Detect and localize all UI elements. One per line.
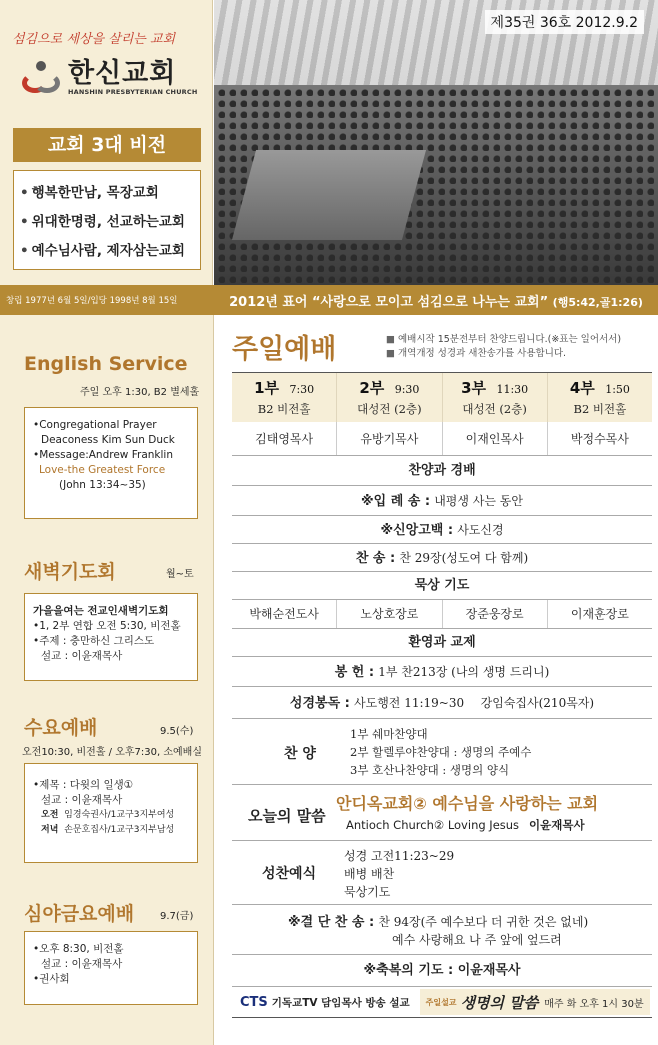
elder-name: 박해순전도사 <box>232 600 337 628</box>
church-slogan: 섬김으로 세상을 살리는 교회 <box>12 32 176 47</box>
church-name-en: HANSHIN PRESBYTERIAN CHURCH <box>68 88 198 96</box>
church-logo <box>20 60 197 96</box>
list-item: 설교 : 이윤재목사 <box>41 958 123 970</box>
vision-item: • 위대한명령, 선교하는교회 <box>20 214 185 230</box>
sidebar <box>0 315 214 1045</box>
worship-notices <box>386 333 621 361</box>
english-service-box <box>24 407 198 519</box>
list-item: 설교 : 이윤재목사 <box>41 650 123 662</box>
order-sermon <box>232 785 652 841</box>
sermon-subtitle: Antioch Church② Loving Jesus 이윤재목사 <box>346 818 585 832</box>
communion-label: 성찬예식 <box>262 866 317 882</box>
dawn-prayer-title: 새벽기도회 <box>24 561 116 583</box>
list-item: •오후 8:30, 비전홀 <box>33 943 124 955</box>
service-pastor: 유방기목사 <box>337 422 442 455</box>
list-item: •주제 : 충만하신 그리스도 <box>33 635 155 647</box>
yearly-motto: 2012년 표어 “사랑으로 모이고 섬김으로 나누는 교회” (행5:42,골1:26) <box>229 294 643 310</box>
service-header: 1부 7:30 B2 비전홀 <box>232 373 337 422</box>
founding-bar <box>0 285 658 315</box>
choir-label: 찬 양 <box>284 746 316 762</box>
service-pastor: 박정수목사 <box>570 432 629 446</box>
english-service-title: English Service <box>24 353 188 375</box>
notice-item: ■ 예배시작 15분전부터 찬양드립니다.(※표는 일어서서) <box>386 334 622 345</box>
vision-item: • 예수님사람, 제자삼는교회 <box>20 243 185 259</box>
choir-lines: 1부 쉐마찬양대 2부 할렐루야찬양대 : 생명의 주예수 3부 호산나찬양대 : 생명의 양식 <box>350 727 532 777</box>
order-offering: 봉 헌 : 1부 찬213장 (나의 생명 드리니) <box>232 657 652 687</box>
dawn-prayer-box <box>24 593 198 681</box>
elder-name: 이재훈장로 <box>570 607 629 621</box>
service-pastor: 김태영목사 <box>232 422 337 455</box>
order-welcome: 환영과 교제 <box>232 629 652 657</box>
friday-date: 9.7(금) <box>160 911 194 922</box>
communion-lines: 성경 고전11:23~29 배병 배찬 묵상기도 <box>344 849 455 899</box>
wednesday-title: 수요예배 <box>24 717 98 739</box>
order-creed: ※신앙고백 : 사도신경 <box>232 516 652 544</box>
order-entrance: ※입 례 송 : 내평생 사는 동안 <box>232 486 652 516</box>
friday-title: 심야금요예배 <box>24 903 135 925</box>
header <box>0 0 658 285</box>
cts-logo: CTS <box>240 994 268 1010</box>
sermon-label: 오늘의 말씀 <box>248 807 326 825</box>
service-header: 2부 9:30 대성전 (2층) <box>337 373 442 422</box>
church-name: 한신교회 <box>68 58 177 89</box>
english-service-time: 주일 오후 1:30, B2 별세홀 <box>80 387 200 398</box>
order-choir <box>232 719 652 785</box>
list-item: Love-the Greatest Force <box>39 464 166 476</box>
dawn-prayer-days: 월~토 <box>166 569 194 580</box>
notice-item: ■ 개역개정 성경과 새찬송가를 사용합니다. <box>386 348 567 359</box>
issue-number: 제35권 36호 2012.9.2 <box>485 10 644 34</box>
service-header: 3부 11:30 대성전 (2층) <box>443 373 548 422</box>
wednesday-time: 오전10:30, 비전홀 / 오후7:30, 소예배실 <box>22 747 202 758</box>
list-item: •Message:Andrew Franklin <box>33 449 173 461</box>
sunday-worship <box>214 315 658 1045</box>
page-title: 주일예배 <box>232 334 337 365</box>
vision-item: • 행복한만남, 목장교회 <box>20 185 159 201</box>
order-hymn: 찬 송 : 찬 29장(성도여 다 함께) <box>232 544 652 572</box>
list-item: (John 13:34~35) <box>59 479 146 491</box>
church-logo-icon <box>20 61 62 95</box>
elder-row <box>232 600 652 629</box>
list-item: 설교 : 이윤재목사 <box>41 794 123 806</box>
sermon-title: 안디옥교회② 예수님을 사랑하는 교회 <box>336 794 599 813</box>
order-communion <box>232 841 652 905</box>
list-item: 저녁 손문호집사/1교구3지부남성 <box>41 825 175 835</box>
list-item: •Congregational Prayer <box>33 419 157 431</box>
founding-date: 창립 1977년 6월 5일/입당 1998년 8월 15일 <box>6 296 178 306</box>
list-item: •제목 : 다윗의 일생① <box>33 779 134 791</box>
list-item: 가을을여는 전교인새벽기도회 <box>33 605 169 617</box>
wednesday-date: 9.5(수) <box>160 726 194 737</box>
cts-program: 주일설교 생명의 말씀 매주 화 오후 1시 30분 <box>420 989 650 1015</box>
order-closing-hymn: ※결 단 찬 송 : 찬 94장(주 예수보다 더 귀한 것은 없네) 예수 사랑해요 나 주 앞에 엎드려 <box>232 905 652 955</box>
order-reading: 성경봉독 : 사도행전 11:19~30 강임숙집사(210목자) <box>232 687 652 719</box>
service-table <box>232 372 652 456</box>
vision-list <box>13 170 201 270</box>
elder-name: 노상호장로 <box>337 600 442 628</box>
order-benediction: ※축복의 기도 : 이윤재목사 <box>363 963 521 978</box>
elder-name: 장준웅장로 <box>443 600 548 628</box>
order-praise: 찬양과 경배 <box>232 456 652 486</box>
list-item: •1, 2부 연합 오전 5:30, 비전홀 <box>33 620 181 632</box>
service-header: 4부 1:50 B2 비전홀 <box>569 379 630 416</box>
list-item: Deaconess Kim Sun Duck <box>41 434 175 446</box>
cts-broadcast-bar <box>232 986 652 1018</box>
cts-text: 기독교TV 담임목사 방송 설교 <box>271 996 410 1009</box>
wednesday-box <box>24 763 198 863</box>
list-item: •권사회 <box>33 973 70 985</box>
header-brand-panel <box>0 0 213 285</box>
vision-title: 교회 3대 비전 <box>13 128 201 162</box>
service-pastor: 이재인목사 <box>443 422 548 455</box>
list-item: 오전 임경숙권사/1교구3지부여성 <box>41 810 175 820</box>
order-silent-prayer: 묵상 기도 <box>232 572 652 600</box>
worship-photo <box>214 0 658 285</box>
friday-box <box>24 931 198 1005</box>
